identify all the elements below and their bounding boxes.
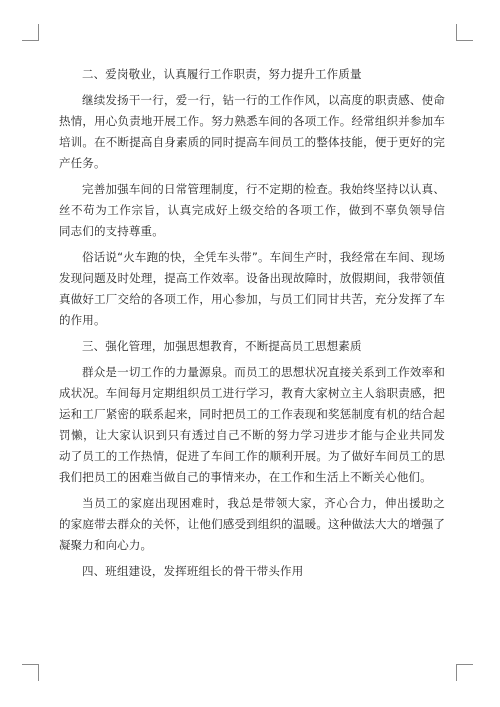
paragraph-line: 产任务。 [59,156,106,170]
document-body [59,64,445,582]
paragraph-line: 同志们的支持尊重。 [59,224,164,238]
paragraph-line: 发现问题及时处理，提高工作效率。设备出现故障时，放假期间，我带领值 [59,271,445,285]
paragraph-line: 俗话说“火车跑的快，全凭车头带”。车间生产时，我经常在车间、现场 [82,250,445,264]
paragraph-line: 运和工厂紧密的联系起来，同时把员工的工作表现和奖惩制度有机的结合起 [59,407,445,421]
crop-mark-bottom-left [22,664,39,681]
paragraph-line: 继续发扬干一行，爱一行，钻一行的工作作风，以高度的职责感、使命 [82,93,445,107]
crop-mark-top-right [456,24,473,41]
crop-mark-top-left [22,24,39,41]
paragraph-line: 真做好工厂交给的各项工作，用心参加，与员工们同甘共苦，充分发挥了车 [59,292,445,306]
section-heading-4: 四、班组建设，发挥班组长的骨干带头作用 [82,564,304,578]
paragraph-line: 的作用。 [59,313,106,327]
paragraph-line: 培训。在不断提高自身素质的同时提高车间员工的整体技能，便于更好的完 [59,135,445,149]
paragraph-line: 动了员工的工作热情，促进了车间工作的顺利开展。为了做好车间员工的思 [59,449,445,463]
crop-mark-bottom-right [456,664,473,681]
paragraph-line: 当员工的家庭出现困难时，我总是带领大家，齐心合力，伸出援助之 [82,496,445,510]
section-heading-2: 二、爱岗敬业，认真履行工作职责，努力提升工作质量 [82,67,362,81]
paragraph-line: 凝聚力和向心力。 [59,538,153,552]
paragraph-line: 的家庭带去群众的关怀，让他们感受到组织的温暖。这种做法大大的增强了 [59,517,445,531]
section-heading-3: 三、强化管理，加强思想教育，不断提高员工思想素质 [82,339,362,353]
paragraph-line: 丝不苟为工作宗旨，认真完成好上级交给的各项工作，做到不辜负领导信 [59,203,445,217]
paragraph-line: 罚懒，让大家认识到只有透过自己不断的努力学习进步才能与企业共同发 [59,428,445,442]
paragraph-line: 群众是一切工作的力量源泉。而员工的思想状况直接关系到工作效率和 [82,365,445,379]
paragraph-line: 成状况。车间每月定期组织员工进行学习，教育大家树立主人翁职责感，把 [59,386,445,400]
paragraph-line: 完善加强车间的日常管理制度，行不定期的检查。我始终坚持以认真、 [82,182,445,196]
paragraph-line: 我们把员工的困难当做自己的事情来办，在工作和生活上不断关心他们。 [59,470,432,484]
paragraph-line: 热情，用心负责地开展工作。努力熟悉车间的各项工作。经常组织并参加车 [59,114,445,128]
